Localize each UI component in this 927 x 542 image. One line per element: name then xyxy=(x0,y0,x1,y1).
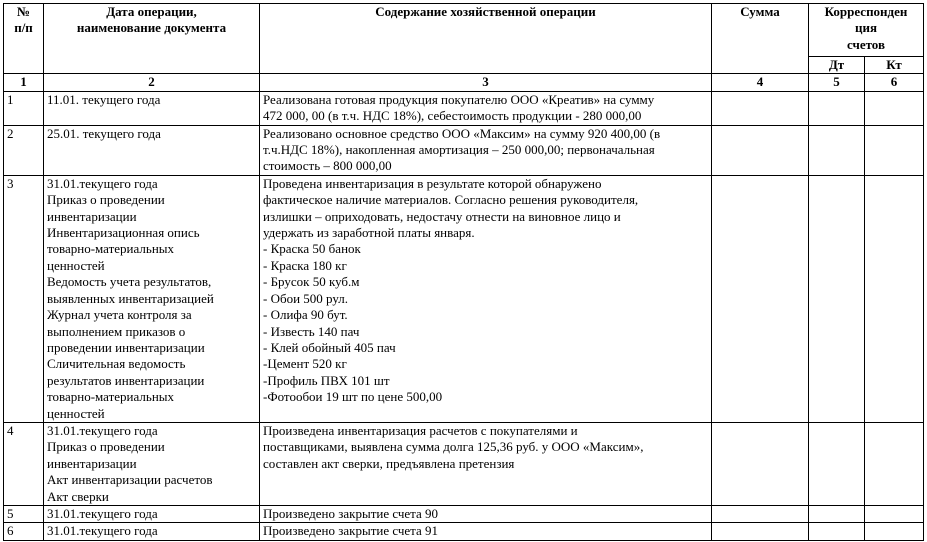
sum-cell xyxy=(712,175,809,422)
operation-content-cell-line: - Краска 180 кг xyxy=(263,257,347,273)
operation-content-cell xyxy=(260,125,712,175)
date-document-cell-line: проведении инвентаризации xyxy=(47,339,205,355)
sum-cell xyxy=(712,422,809,505)
date-document-cell xyxy=(44,523,260,540)
table-row xyxy=(4,523,924,540)
date-document-cell-line: Акт сверки xyxy=(47,488,109,504)
debit-cell xyxy=(809,523,865,540)
date-document-cell-line: ценностей xyxy=(47,405,105,421)
operation-content-cell-line: 472 000, 00 (в т.ч. НДС 18%), себестоимость продукции - 280 000,00 xyxy=(263,108,642,124)
credit-cell xyxy=(865,175,924,422)
operation-content-cell-line: фактическое наличие материалов. Согласно решения руководителя, xyxy=(263,192,639,208)
operation-content-cell-line: Произведено закрытие счета 91 xyxy=(263,523,439,539)
column-number: 5 xyxy=(809,74,865,91)
operation-content-cell-line: -Профиль ПВХ 101 шт xyxy=(263,372,390,388)
header-number: № п/п xyxy=(4,4,44,74)
date-document-cell-line: Сличительная ведомость xyxy=(47,356,186,372)
credit-cell xyxy=(865,523,924,540)
operation-content-cell xyxy=(260,91,712,125)
header-account-correspondence: Корреспонден ция счетов xyxy=(809,4,924,57)
row-number: 4 xyxy=(4,422,44,505)
column-number: 1 xyxy=(4,74,44,91)
column-number-row xyxy=(4,74,924,91)
column-number: 3 xyxy=(260,74,712,91)
date-document-cell-line: 31.01.текущего года xyxy=(47,523,158,539)
date-document-cell-line: ценностей xyxy=(47,257,105,273)
date-document-cell-line: инвентаризации xyxy=(47,455,137,471)
operation-content-cell xyxy=(260,175,712,422)
operation-content-cell-line: Реализована готовая продукция покупателю ООО «Креатив» на сумму xyxy=(263,91,655,107)
operation-content-cell-line: - Олифа 90 бут. xyxy=(263,307,348,323)
operation-content-cell-line: Произведено закрытие счета 90 xyxy=(263,505,439,521)
date-document-cell-line: Журнал учета контроля за xyxy=(47,307,192,323)
debit-cell xyxy=(809,422,865,505)
date-document-cell-line: результатов инвентаризации xyxy=(47,372,205,388)
date-document-cell-line: выполнением приказов о xyxy=(47,323,186,339)
header-debit: Дт xyxy=(809,57,865,74)
date-document-cell-line: 31.01.текущего года xyxy=(47,175,158,191)
debit-cell xyxy=(809,175,865,422)
operation-content-cell-line: излишки – оприходовать, недостачу отнести на виновное лицо и xyxy=(263,208,621,224)
sum-cell xyxy=(712,91,809,125)
operation-content-cell-line: - Краска 50 банок xyxy=(263,241,361,257)
row-number: 3 xyxy=(4,175,44,422)
date-document-cell-line: 31.01.текущего года xyxy=(47,422,158,438)
operation-content-cell-line: -Цемент 520 кг xyxy=(263,356,347,372)
date-document-cell xyxy=(44,422,260,505)
date-document-cell xyxy=(44,505,260,522)
column-number: 2 xyxy=(44,74,260,91)
table-row xyxy=(4,505,924,522)
debit-cell xyxy=(809,91,865,125)
operation-content-cell-line: т.ч.НДС 18%), накопленная амортизация – 250 000,00; первоначальная xyxy=(263,142,655,158)
column-number: 6 xyxy=(865,74,924,91)
date-document-cell-line: 11.01. текущего года xyxy=(47,91,161,107)
sum-cell xyxy=(712,523,809,540)
table-row xyxy=(4,175,924,422)
date-document-cell-line: товарно-материальных xyxy=(47,241,175,257)
table-row xyxy=(4,91,924,125)
table-row xyxy=(4,125,924,175)
column-number: 4 xyxy=(712,74,809,91)
row-number: 6 xyxy=(4,523,44,540)
date-document-cell-line: товарно-материальных xyxy=(47,389,175,405)
operation-content-cell-line: - Известь 140 пач xyxy=(263,323,360,339)
credit-cell xyxy=(865,422,924,505)
operation-content-cell-line: -Фотообои 19 шт по цене 500,00 xyxy=(263,389,443,405)
operation-content-cell-line: Проведена инвентаризация в результате которой обнаружено xyxy=(263,175,602,191)
date-document-cell-line: выявленных инвентаризацией xyxy=(47,290,214,306)
operations-table xyxy=(3,3,924,541)
header-operation-content: Содержание хозяйственной операции xyxy=(260,4,712,74)
date-document-cell-line: инвентаризации xyxy=(47,208,137,224)
date-document-cell-line: Приказ о проведении xyxy=(47,439,165,455)
operation-content-cell-line: стоимость – 800 000,00 xyxy=(263,158,392,174)
credit-cell xyxy=(865,125,924,175)
header-credit: Кт xyxy=(865,57,924,74)
operation-content-cell-line: поставщиками, выявлена сумма долга 125,36 руб. у ООО «Максим», xyxy=(263,439,644,455)
operation-content-cell xyxy=(260,505,712,522)
operation-content-cell-line: удержать из заработной платы января. xyxy=(263,225,475,241)
debit-cell xyxy=(809,125,865,175)
date-document-cell-line: Инвентаризационная опись xyxy=(47,225,200,241)
header-date-document: Дата операции, наименование документа xyxy=(44,4,260,74)
sum-cell xyxy=(712,505,809,522)
header-sum: Сумма xyxy=(712,4,809,74)
operation-content-cell-line: Произведена инвентаризация расчетов с покупателями и xyxy=(263,422,578,438)
operation-content-cell xyxy=(260,523,712,540)
debit-cell xyxy=(809,505,865,522)
date-document-cell xyxy=(44,91,260,125)
operation-content-cell-line: - Клей обойный 405 пач xyxy=(263,339,396,355)
row-number: 2 xyxy=(4,125,44,175)
row-number: 5 xyxy=(4,505,44,522)
operation-content-cell-line: - Обои 500 рул. xyxy=(263,290,349,306)
table-row xyxy=(4,422,924,505)
operation-content-cell xyxy=(260,422,712,505)
date-document-cell-line: 31.01.текущего года xyxy=(47,505,158,521)
operation-content-cell-line: Реализовано основное средство ООО «Максим» на сумму 920 400,00 (в xyxy=(263,125,661,141)
sum-cell xyxy=(712,125,809,175)
date-document-cell xyxy=(44,125,260,175)
credit-cell xyxy=(865,91,924,125)
date-document-cell xyxy=(44,175,260,422)
date-document-cell-line: 25.01. текущего года xyxy=(47,125,161,141)
date-document-cell-line: Приказ о проведении xyxy=(47,192,165,208)
operation-content-cell-line: - Брусок 50 куб.м xyxy=(263,274,360,290)
row-number: 1 xyxy=(4,91,44,125)
date-document-cell-line: Ведомость учета результатов, xyxy=(47,274,212,290)
credit-cell xyxy=(865,505,924,522)
operation-content-cell-line: составлен акт сверки, предъявлена претензия xyxy=(263,455,515,471)
date-document-cell-line: Акт инвентаризации расчетов xyxy=(47,472,213,488)
